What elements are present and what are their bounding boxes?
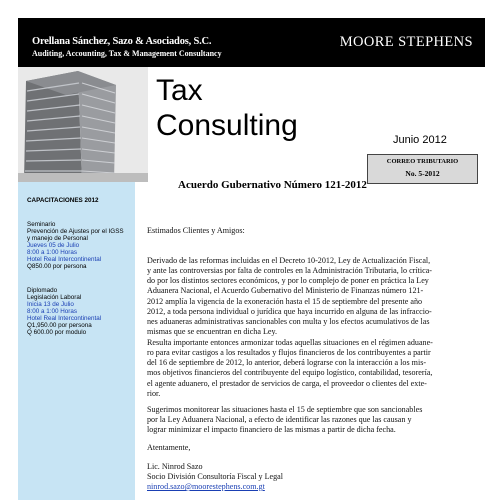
event-price: Q 600.00 por modulo bbox=[27, 329, 87, 336]
signer-title: Socio División Consultoría Fiscal y Legal bbox=[147, 472, 284, 481]
paragraph-line: mos objetivos financieros del contribuyente del equipo logístico, contabilidad, tesorería, bbox=[147, 368, 433, 378]
paragraph-line: do por los distintos sectores económicos, y por lo complejo de poner en práctica la Ley bbox=[147, 276, 429, 286]
event-price: Q850.00 por persona bbox=[27, 263, 87, 270]
signer-name: Lic. Ninrod Sazo bbox=[147, 462, 203, 471]
event-price: Q1,950.00 por persona bbox=[27, 322, 92, 329]
event-time: 8:00 a 1:00 Horas bbox=[27, 308, 78, 315]
paragraph-line: por la Ley Aduanera Nacional, a efecto de identificar las razones que las causan y bbox=[147, 415, 412, 425]
paragraph-line: nes aduaneras administrativas sancionables con multa y los efectos acumulativos de las bbox=[147, 316, 430, 326]
newsletter-badge bbox=[367, 154, 478, 184]
event-date: Inicia 13 de Julio bbox=[27, 301, 74, 308]
greeting: Estimados Clientes y Amigos: bbox=[147, 226, 245, 235]
top-margin bbox=[0, 0, 500, 18]
event-topic: Legislación Laboral bbox=[27, 294, 82, 301]
paragraph-line: el agente aduanero, el prestador de servicios de carga, el proveedor o clientes del exte- bbox=[147, 378, 427, 388]
moore-stephens-logo: MOORE STEPHENS bbox=[339, 34, 473, 50]
paragraph-line: mismas que se encuentran en dicha Ley. bbox=[147, 327, 278, 337]
firm-services: Auditing, Accounting, Tax & Management Consultancy bbox=[32, 49, 222, 58]
paragraph-line: Derivado de las reformas incluidas en el Decreto 10-2012, Ley de Actualización Fiscal, bbox=[147, 256, 431, 265]
sidebar-heading: CAPACITACIONES 2012 bbox=[27, 197, 99, 204]
signer-email-row bbox=[147, 482, 470, 492]
event-time: 8:00 a 1:00 Horas bbox=[27, 249, 78, 256]
event-type: Seminario bbox=[27, 221, 56, 228]
paragraph-line: 2012 amplía la vigencia de la exoneración hasta el 15 de septiembre del presente año bbox=[147, 296, 423, 306]
paragraph-line: ro para evitar castigos a los resultados y flujos financieros de los contribuyentes a partir bbox=[147, 348, 431, 358]
event-venue: Hotel Real Intercontinental bbox=[27, 256, 102, 263]
banner-title-consulting: Consulting bbox=[156, 109, 298, 142]
event-topic: y manejo de Personal bbox=[27, 235, 88, 242]
building-image bbox=[18, 67, 148, 182]
paragraph-line: Resulta importante entonces armonizar todas aquellas situaciones en el régimen aduane- bbox=[147, 338, 433, 347]
closing: Atentamente, bbox=[147, 443, 191, 452]
paragraph-line: Sugerimos monitorear las situaciones hasta el 15 de septiembre que son sancionables bbox=[147, 405, 423, 414]
paragraph-line: del 16 de septiembre de 2012, lo anterior, deberá lograrse con la interacción a los mis- bbox=[147, 358, 427, 368]
training-sidebar bbox=[18, 182, 135, 500]
event-date: Jueves 05 de Julio bbox=[27, 242, 80, 249]
paragraph-line: Aduanera Nacional, el Acuerdo Gubernativo del Ministerio de Finanzas número 121- bbox=[147, 286, 424, 296]
badge-title: CORREO TRIBUTARIO bbox=[386, 158, 459, 165]
article-title: Acuerdo Gubernativo Número 121-2012 bbox=[178, 179, 367, 191]
badge-number: No. 5-2012 bbox=[405, 169, 440, 178]
banner-title-tax: Tax bbox=[156, 74, 203, 107]
paragraph-1 bbox=[147, 256, 470, 337]
header-band bbox=[18, 18, 485, 67]
paragraph-line: rior. bbox=[147, 388, 161, 398]
event-type: Diplomado bbox=[27, 287, 58, 294]
paragraph-line: 2012, a toda persona individual o jurídica que haya incurrido en alguna de las infraccio- bbox=[147, 306, 432, 316]
paragraph-line: y ante las controversias por falta de controles en la Administración Tributaria, lo crítica- bbox=[147, 266, 432, 276]
firm-name: Orellana Sánchez, Sazo & Asociados, S.C. bbox=[32, 36, 212, 47]
banner bbox=[18, 67, 485, 182]
event-venue: Hotel Real Intercontinental bbox=[27, 315, 102, 322]
paragraph-line: lograr minimizar el impacto financiero de las mismas a partir de dicha fecha. bbox=[147, 425, 396, 435]
building-photo bbox=[18, 67, 148, 182]
paragraph-2 bbox=[147, 338, 470, 399]
signer-email-link[interactable]: ninrod.sazo@moorestephens.com.gt bbox=[147, 482, 265, 491]
paragraph-3 bbox=[147, 405, 470, 435]
event-topic: Prevención de Ajustes por el IGSS bbox=[27, 228, 124, 235]
issue-date: Junio 2012 bbox=[393, 134, 447, 146]
